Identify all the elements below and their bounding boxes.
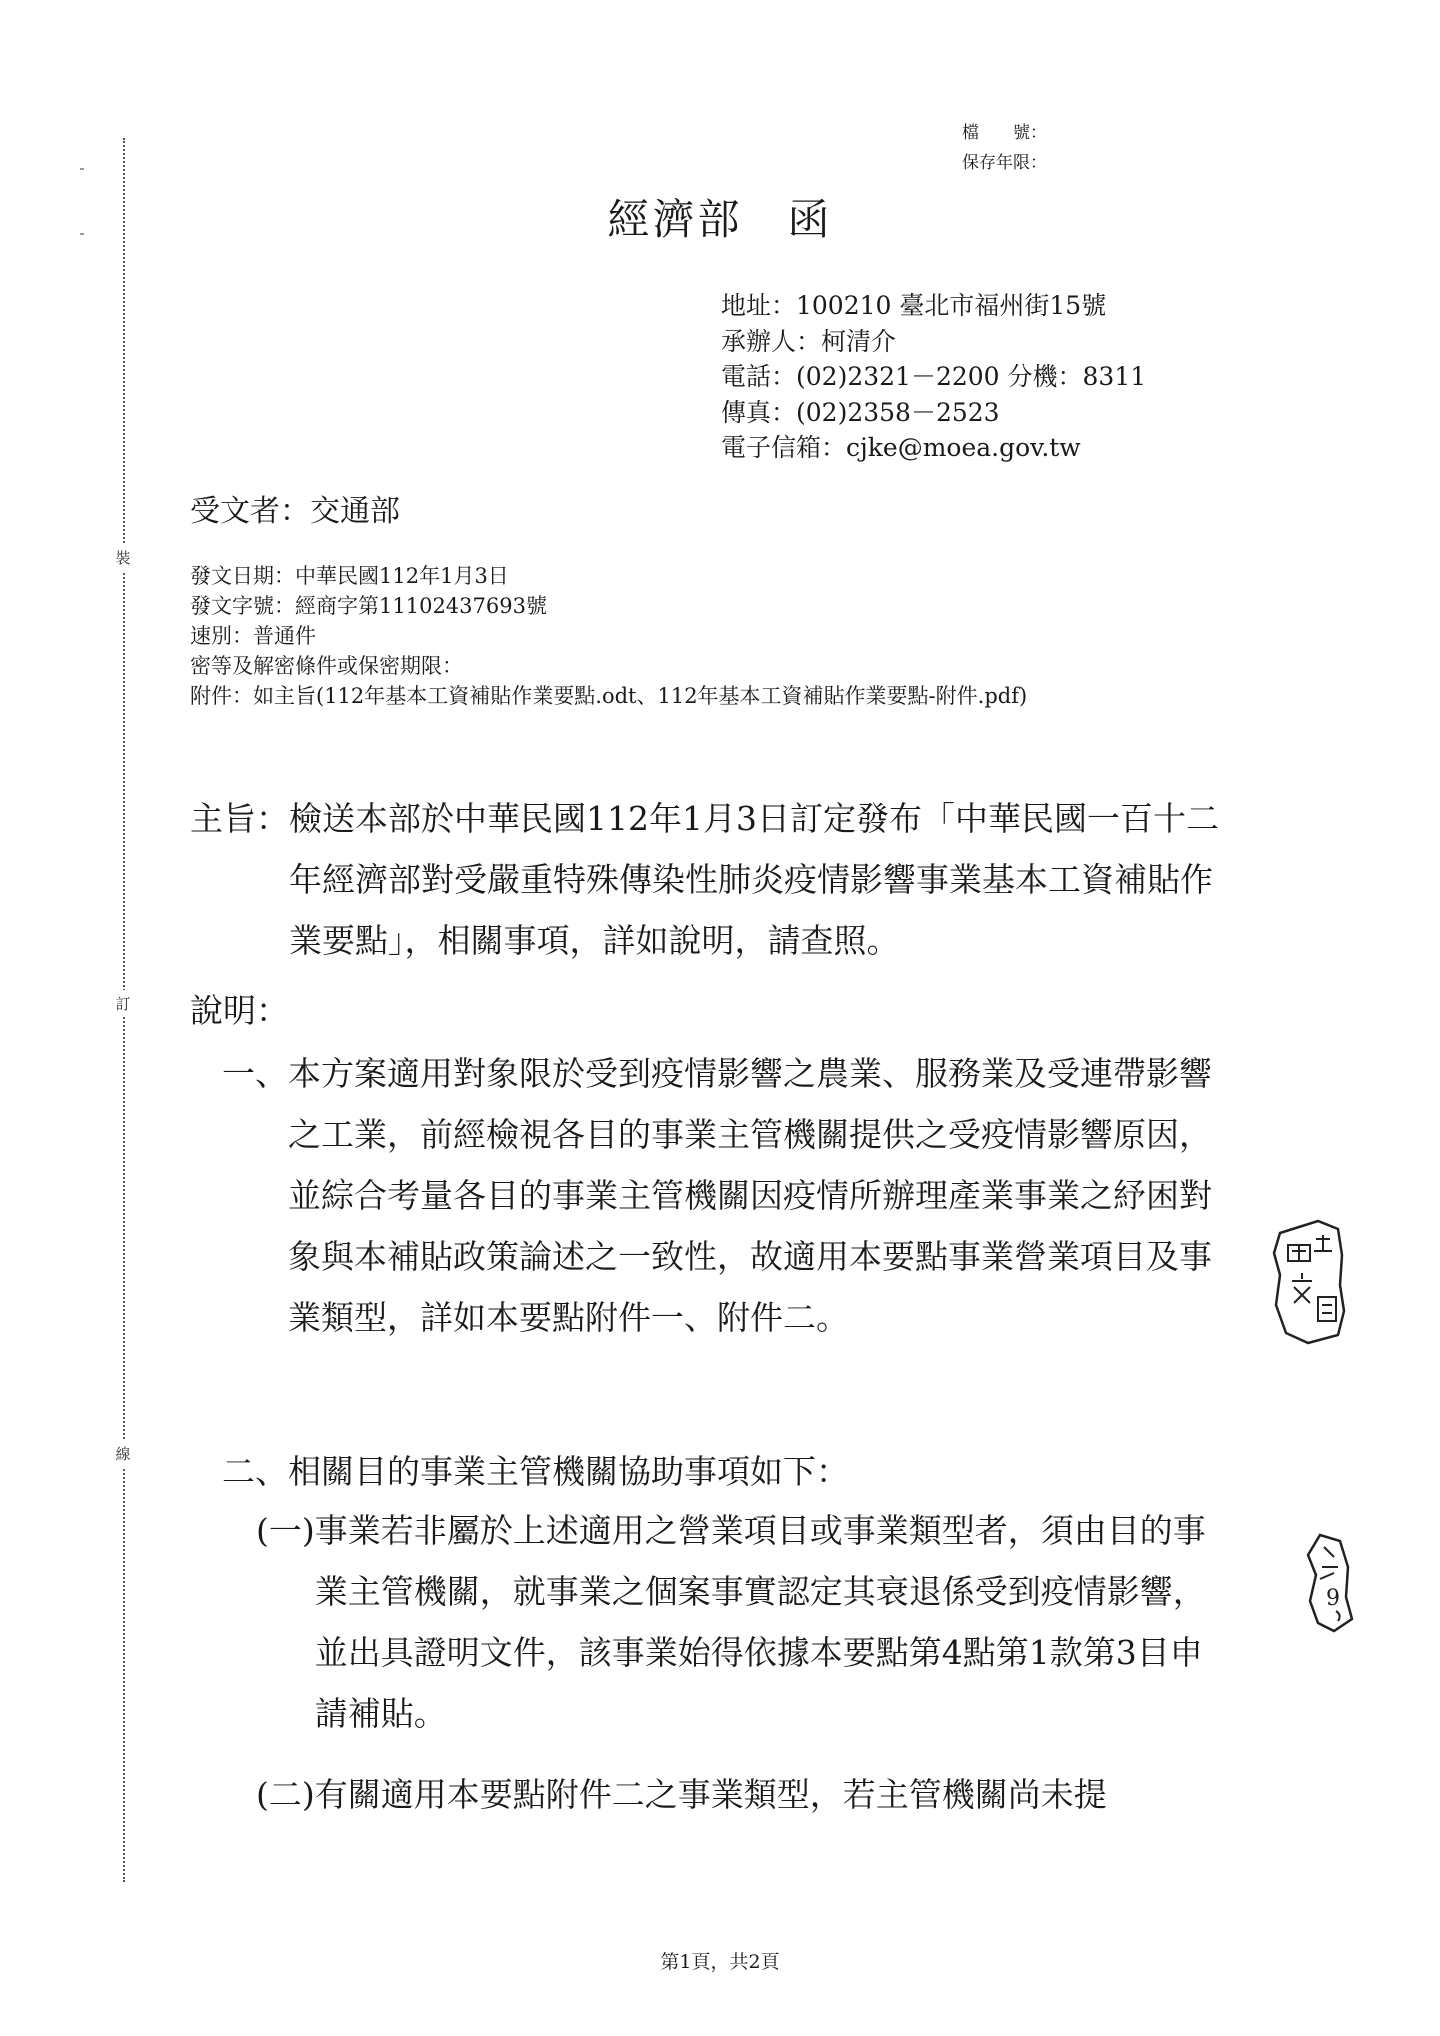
file-number-label: 檔 號：	[962, 123, 1047, 143]
explanation-item-2	[222, 1441, 1232, 1502]
svg-text:9: 9	[1326, 1586, 1340, 1611]
item-number: 二、	[222, 1452, 288, 1491]
subitem-number: (一)	[256, 1511, 315, 1550]
handler: 承辦人：柯清介	[721, 326, 897, 356]
phone: 電話：(02)2321－2200 分機：8311	[721, 362, 1147, 391]
email: 電子信箱：cjke@moea.gov.tw	[721, 433, 1081, 462]
contact-block	[721, 288, 1146, 466]
binding-mark-zhuang: 裝	[108, 544, 138, 571]
scan-speck	[80, 168, 84, 170]
explanation-subitem-1	[256, 1500, 1232, 1744]
fax: 傳真：(02)2358－2523	[721, 397, 1000, 427]
subitem-number: (二)	[256, 1775, 315, 1814]
document-meta	[190, 561, 1270, 711]
subject-label: 主旨：	[190, 799, 289, 838]
subject-text: 檢送本部於中華民國112年1月3日訂定發布「中華民國一百十二年經濟部對受嚴重特殊傳染性肺炎疫情影響事業基本工資補貼作業要點」，相關事項，詳如說明，請查照。	[289, 799, 1219, 960]
page-footer: 第1頁，共2頁	[660, 1951, 780, 1973]
electronic-exchange-stamp	[1268, 1215, 1348, 1350]
document-title: 經濟部 函	[607, 195, 833, 244]
recipient: 受文者：交通部	[190, 494, 400, 529]
retention-period-label: 保存年限：	[962, 153, 1047, 173]
explanation-label: 說明：	[190, 991, 289, 1030]
item-text: 相關目的事業主管機關協助事項如下：	[288, 1452, 849, 1491]
attachment	[190, 681, 1270, 711]
issue-date: 發文日期：中華民國112年1月3日	[190, 564, 509, 588]
binding-mark-ding: 訂	[108, 990, 138, 1017]
explanation-subitem-2	[256, 1764, 1232, 1825]
subitem-text: 有關適用本要點附件二之事業類型，若主管機關尚未提	[314, 1775, 1107, 1814]
page-seal-fragment	[1290, 1527, 1360, 1637]
secrecy-level: 密等及解密條件或保密期限：	[190, 654, 463, 678]
address: 地址：100210 臺北市福州街15號	[721, 291, 1107, 320]
explanation-item-1	[222, 1043, 1232, 1348]
binding-mark-xian: 線	[108, 1440, 138, 1467]
item-number: 一、	[222, 1054, 288, 1093]
attachment-label: 附件：	[190, 684, 253, 708]
attachment-value: 如主旨(112年基本工資補貼作業要點.odt、112年基本工資補貼作業要點-附件.pdf)	[253, 684, 1028, 708]
subject	[190, 788, 1240, 971]
archive-info	[962, 118, 1047, 178]
document-number: 發文字號：經商字第11102437693號	[190, 594, 547, 618]
subitem-text: 事業若非屬於上述適用之營業項目或事業類型者，須由目的事業主管機關，就事業之個案事實認定其衰退係受到疫情影響，並出具證明文件，該事業始得依據本要點第4點第1款第3目申請補貼。	[314, 1511, 1206, 1733]
delivery-speed: 速別：普通件	[190, 624, 316, 648]
item-text: 本方案適用對象限於受到疫情影響之農業、服務業及受連帶影響之工業，前經檢視各目的事業主管機關提供之受疫情影響原因，並綜合考量各目的事業主管機關因疫情所辦理產業事業之紓困對象與本補貼政策論述之一致性，故適用本要點事業營業項目及事業類型，詳如本要點附件一、附件二。	[288, 1054, 1212, 1337]
